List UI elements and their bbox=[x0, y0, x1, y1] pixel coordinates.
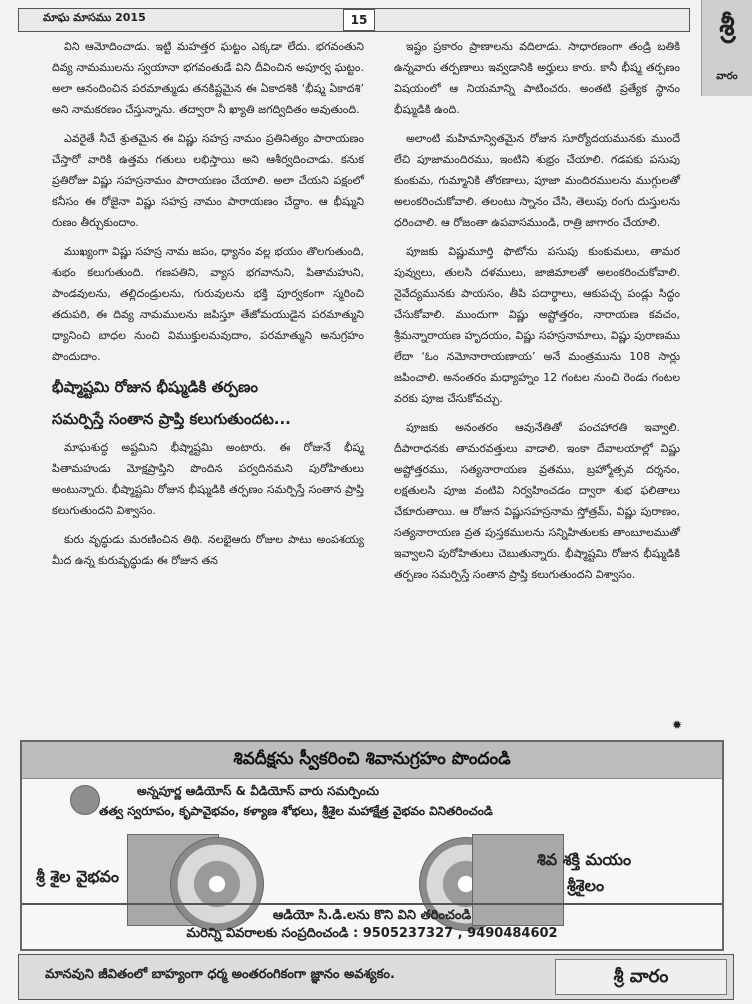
right-cd-caption-line-1: శివ శక్తి మయం bbox=[537, 850, 632, 869]
right-paragraph-4: పూజకు అనంతరం ఆవునేతితో పంచహారతి ఇవ్వాలి. దీపారాధనకు తామరవత్తులు వాడాలి. ఇంకా దేవాలయాల్లో విష్ణు అష్టోత్తరము, సత్యనారాయణ వ్రతము, బ్రహ్మోత్సవ దర్శనం, లక్షతులసి పూజ వంటివి నిర్వహించడం ద్వారా శుభ ఫలితాలు చేకూరుతాయి. ఆ రోజున విష్ణుసహస్రనామ స్తోత్రమ్, విష్ణు పురాణం, సత్యనారాయణ వ్రత పుస్తకములను సన్నిహితులకు తాంబూలముతో ఇవ్వాలని పురోహితులు చెబుతున్నారు. భీష్మాష్టమి రోజున భీష్ముడికి తర్పణం సమర్పిస్తే సంతాన ప్రాప్తి కలుగుతుందని విశ్వాసం. bbox=[394, 421, 680, 581]
left-paragraph-4: మాఘశుద్ధ అష్టమిని భీష్మాష్టమి అంటారు. ఈ రోజునే భీష్మ పితామహుడు మోక్షప్రాప్తిని పొందిన పర్వదినమని పురోహితులు అంటున్నారు. భీష్మాష్టమి రోజున భీష్ముడికి తర్పణం సమర్పిస్తే సంతాన ప్రాప్తి కలుగుతుందని విశ్వాసం. bbox=[52, 441, 364, 517]
advertisement-subtitle: అన్నపూర్ణ ఆడియోస్ & వీడియోస్ వారు సమర్పించు bbox=[137, 784, 380, 798]
bottom-brand-logo: శ్రీ వారం bbox=[555, 959, 727, 995]
right-cd-caption-line-2: శ్రీశైలం bbox=[567, 876, 605, 895]
bottom-tagline: మానవుని జీవితంలో బాహ్యంగా ధర్మ అంతరంగికంగా జ్ఞానం అవశ్యకం. bbox=[45, 967, 395, 982]
left-paragraph-3: ముఖ్యంగా విష్ణు సహస్ర నామ జపం, ధ్యానం వల్ల భయం తొలగుతుంది, శుభం కలుగుతుంది. గణపతిని, వ్యాస భగవానుని, పితామహుని, పాండవులను, తల్లిదండ్రులను, గురువులను భక్తి పూర్వకంగా స్మరించి తదుపరి, ఈ దివ్య నామములను జపిస్తూ తేజోమయుడైన పరమాత్ముని ధ్యానించి బాధల నుంచి విముక్తులమవుదాం, పరమాత్ముని అనుగ్రహం పొందుదాం. bbox=[52, 245, 364, 363]
brand-corner bbox=[701, 0, 752, 96]
left-cd-caption: శ్రీ శైల వైభవం bbox=[36, 867, 119, 886]
left-column bbox=[52, 36, 364, 579]
advertisement-box bbox=[20, 740, 724, 951]
brand-logo-mark: శ్రీ bbox=[719, 9, 735, 42]
bottom-tagline-box bbox=[18, 954, 734, 1000]
right-paragraph-1: ఇష్టం ప్రకారం ప్రాణాలను వదిలాడు. సాధారణంగా తండ్రి బతికి ఉన్నవారు తర్పణాలు ఇవ్వడానికి అర్హులు కారు. కానీ భీష్మ తర్పణం విషయంలో ఆ నియమాన్ని పాటించరు. అంతటి ప్రత్యేక స్థానం భీష్ముడికి ఉంది. bbox=[394, 40, 680, 116]
advertisement-top-band bbox=[22, 742, 722, 779]
right-paragraph-3: పూజకు విష్ణుమూర్తి ఫొటోను పసుపు కుంకుమలు, తామర పువ్వులు, తులసి దళములు, జాజిమాలతో అలంకరించుకోవాలి. నైవేద్యమునకు పాయసం, తీపి పదార్థాలు, ఆకుపచ్చ పండ్లు సిద్ధం చేసుకోవాలి. ముందుగా విష్ణు అష్టోత్తరం, నారాయణ కవచం, శ్రీమన్నారాయణ హృదయం, విష్ణు సహస్రనామాలు, విష్ణు పురాణము లేదా ‘ఓం నమోనారాయణాయ’ అనే మంత్రమును 108 సార్లు జపించాలి. అనంతరం మధ్యాహ్నం 12 గంటల నుంచి రెండు గంటల వరకు పూజ చేసుకోవచ్చు. bbox=[394, 245, 680, 405]
left-paragraph-2: ఎవరైతే నీచే శ్రుతమైన ఈ విష్ణు సహస్ర నామం ప్రతినిత్యం పారాయణం చేస్తారో వారికి ఉత్తమ గతులు లభిస్తాయి అని ఆశీర్వదించాడు. కనుక ప్రతిరోజు విష్ణు సహస్రనామం పారాయణం చేయాలి. అలా చేయని పక్షంలో కనీసం ఈ రోజైనా విష్ణు సహస్ర నామం పారాయణం చేద్దాం. ఆ భీష్ముని రుణం తీర్చుకుందాం. bbox=[52, 132, 364, 229]
advertisement-divider bbox=[22, 903, 722, 905]
left-paragraph-5: కురు వృద్ధుడు మరణించిన తిథి. నలభైఆరు రోజుల పాటు అంపశయ్య మీద ఉన్న కురువృద్ధుడు ఈ రోజున తన bbox=[52, 533, 364, 567]
advertisement-footer-line-1: ఆడియో సి.డి.లను కొని విని తరించండి bbox=[272, 908, 472, 923]
right-column bbox=[394, 36, 680, 593]
company-seal-icon bbox=[70, 785, 100, 815]
left-paragraph-1: విని ఆమోదించాడు. ఇట్టి మహత్తర ఘట్టం ఎక్కడా లేదు. భగవంతుని దివ్య నామములను స్వయానా భగవంతుడే విని దీవించిన అపూర్వ ఘట్టం. అలా ఆనందించిన పరమాత్ముడు తనకిష్టమైన ఈ ఏకాదశికి ‘భీష్మ ఏకాదశి’ అని నామకరణం చేస్తున్నాను. తద్వారా నీ ఖ్యాతి జగద్విదితం అవుతుంది. bbox=[52, 40, 364, 116]
right-paragraph-2: అలాంటి మహిమాన్వితమైన రోజున సూర్యోదయమునకు ముందే లేచి పూజామందిరము, ఇంటిని శుభ్రం చేయాలి. గడపకు పసుపు కుంకుమ, గుమ్మానికి తోరణాలు, పూజా మందిరములను ముగ్గులతో అలంకరించుకోవాలి. తలంటు స్నానం చేసి, తెలుపు రంగు దుస్తులను ధరించాలి. ఆ రోజంతా ఉపవాసముండి, రాత్రి జాగారం చేయాలి. bbox=[394, 132, 680, 229]
page-number: 15 bbox=[343, 9, 375, 31]
brand-label: వారం bbox=[716, 71, 738, 82]
advertisement-footer-line-2: మరిన్ని వివరాలకు సంప్రదించండి : 9505237327 , 9490484602 bbox=[186, 926, 558, 941]
left-heading-1: భీష్మాష్టమి రోజున భీష్ముడికి తర్పణం bbox=[52, 378, 258, 396]
advertisement-title: శివదీక్షను స్వీకరించి శివానుగ్రహం పొందండి bbox=[233, 749, 511, 769]
advertisement-tagline: తత్వ స్వరూపం, కృపావైభవం, కళ్యాణ శోభలు, శ్రీశైల మహాక్షేత్ర వైభవం వినితరించండి bbox=[99, 804, 493, 818]
section-end-star-icon: ✹ bbox=[672, 718, 683, 732]
left-heading-2: సమర్పిస్తే సంతాన ప్రాప్తి కలుగుతుందట... bbox=[52, 410, 291, 428]
header-bar bbox=[18, 8, 690, 32]
issue-month: మాఘ మాసము 2015 bbox=[43, 11, 146, 24]
